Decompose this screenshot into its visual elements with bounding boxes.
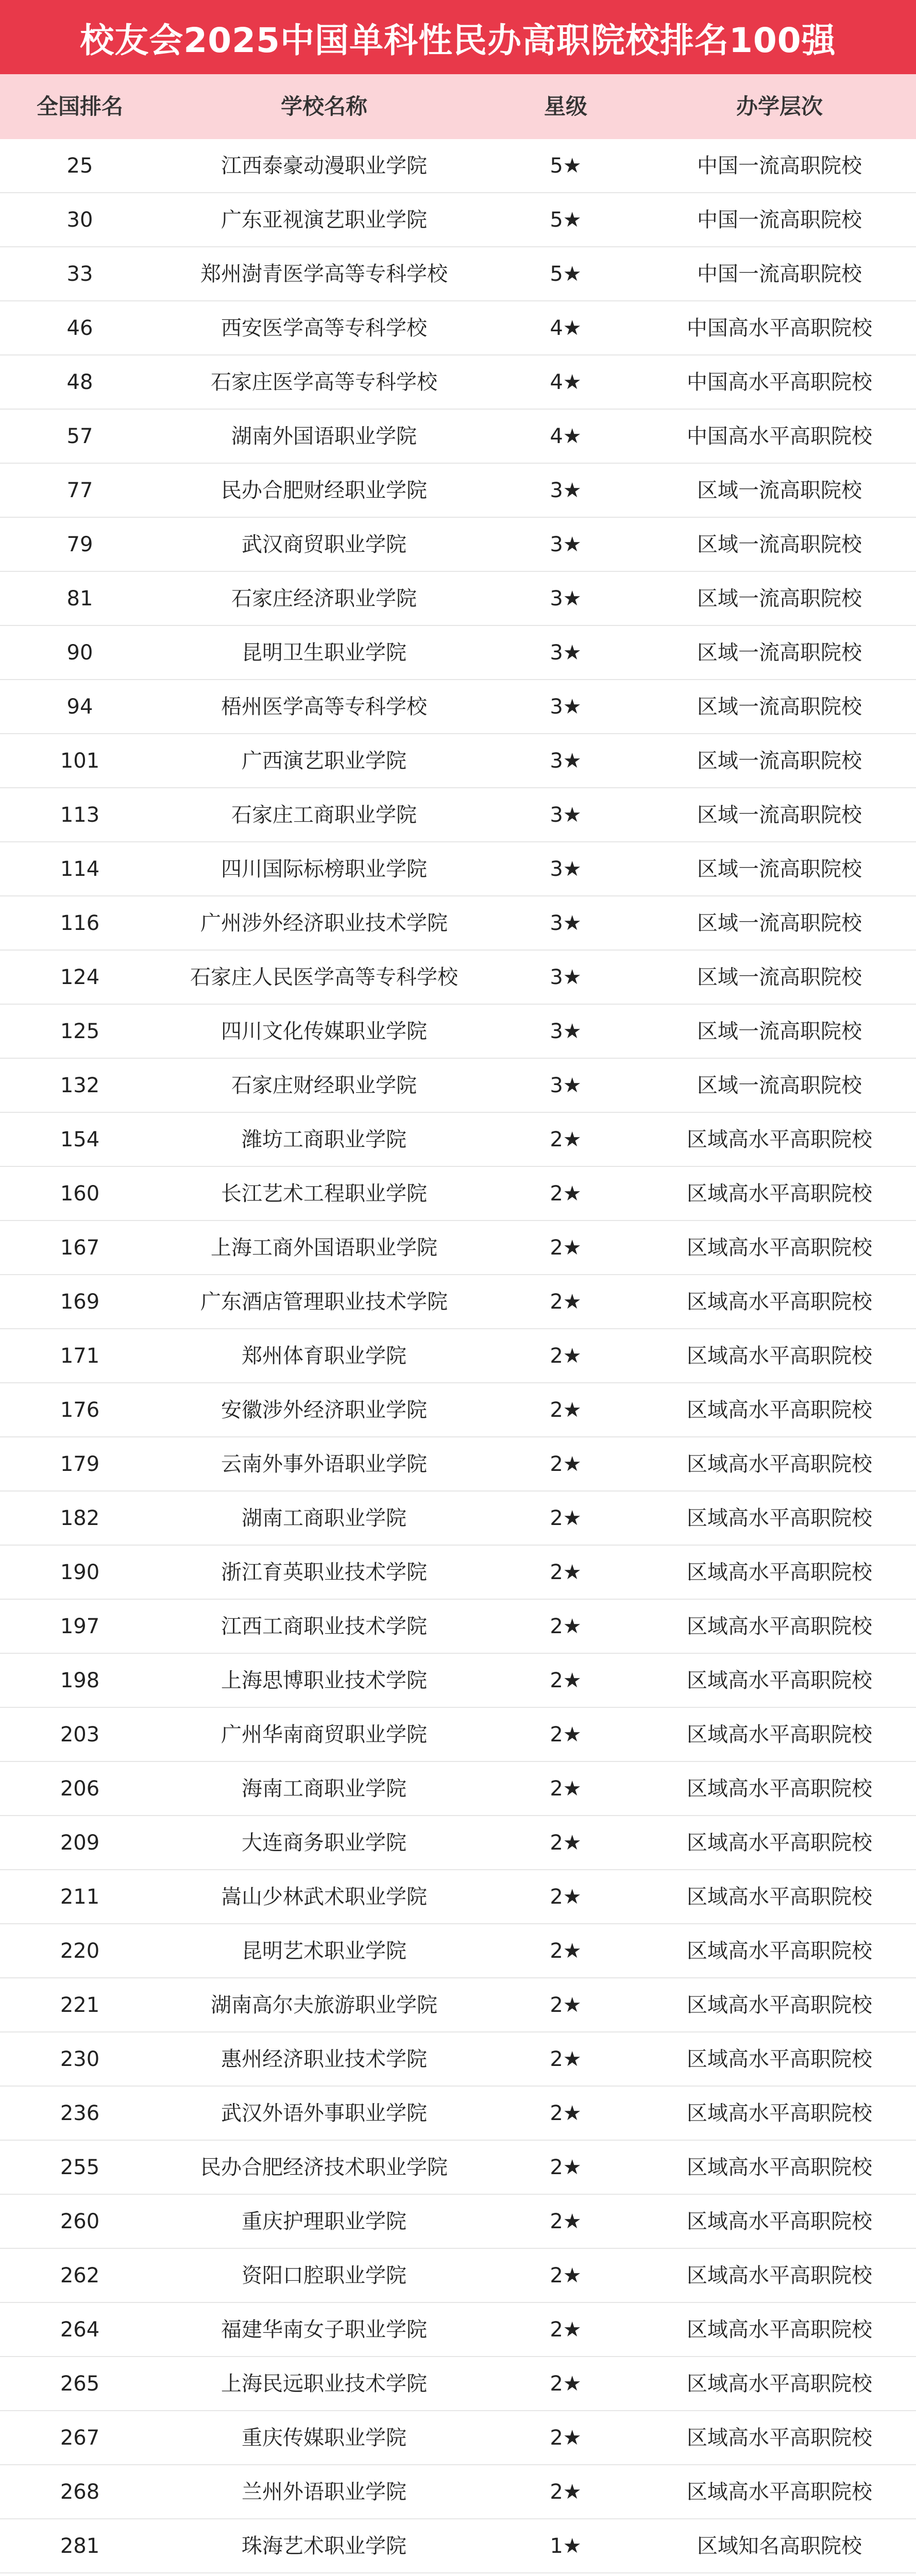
star-cell: 2★ xyxy=(550,1235,582,1260)
level-cell xyxy=(643,2573,916,2576)
school-name-cell: 惠州经济职业技术学院 xyxy=(221,2047,427,2071)
table-row xyxy=(0,1492,916,1546)
table-row xyxy=(0,464,916,518)
rank-cell: 48 xyxy=(66,370,93,394)
header-level: 办学层次 xyxy=(736,93,823,119)
table-header xyxy=(0,74,916,139)
rank-cell: 176 xyxy=(60,1398,100,1422)
star-cell: 3★ xyxy=(550,640,582,665)
table-row xyxy=(0,2519,916,2573)
table-row xyxy=(0,1383,916,1437)
school-name-cell: 潍坊工商职业学院 xyxy=(242,1127,406,1151)
school-name-cell: 四川国际标榜职业学院 xyxy=(221,857,427,881)
rank-cell: 236 xyxy=(60,2101,100,2125)
school-name-cell: 上海思博职业技术学院 xyxy=(221,1668,427,1692)
table-row xyxy=(0,2357,916,2411)
star-cell: 2★ xyxy=(550,1722,582,1747)
rank-cell: 197 xyxy=(60,1614,100,1638)
table-row xyxy=(0,1816,916,1870)
star-cell: 2★ xyxy=(550,2101,582,2125)
table-row xyxy=(0,2195,916,2249)
star-cell: 2★ xyxy=(550,2047,582,2071)
school-name-cell: 石家庄经济职业学院 xyxy=(231,586,417,611)
school-name-cell: 民办合肥经济技术职业学院 xyxy=(200,2155,448,2179)
table-row xyxy=(0,1113,916,1167)
star-cell: 2★ xyxy=(550,1181,582,1206)
level-cell: 区域一流高职院校 xyxy=(697,532,862,556)
level-cell: 区域高水平高职院校 xyxy=(687,2263,872,2287)
rank-cell: 179 xyxy=(60,1452,100,1476)
rank-cell: 171 xyxy=(60,1344,100,1368)
level-cell: 区域一流高职院校 xyxy=(697,640,862,665)
star-cell: 5★ xyxy=(550,154,582,178)
level-cell: 区域高水平高职院校 xyxy=(687,1127,872,1151)
table-row xyxy=(0,2141,916,2195)
star-cell: 2★ xyxy=(550,1560,582,1584)
rank-cell: 203 xyxy=(60,1722,100,1747)
header-star: 星级 xyxy=(544,93,587,119)
rank-cell: 260 xyxy=(60,2209,100,2233)
table-row xyxy=(0,896,916,951)
table-row xyxy=(0,410,916,464)
rank-cell: 265 xyxy=(60,2371,100,2396)
table-row xyxy=(0,1924,916,1978)
level-cell: 区域高水平高职院校 xyxy=(687,1181,872,1206)
rank-cell: 77 xyxy=(66,478,93,502)
level-cell: 中国一流高职院校 xyxy=(697,154,862,178)
level-cell: 中国一流高职院校 xyxy=(697,208,862,232)
school-name-cell: 广西演艺职业学院 xyxy=(242,749,406,773)
table-row xyxy=(0,1437,916,1492)
level-cell: 区域高水平高职院校 xyxy=(687,1939,872,1963)
rank-cell: 81 xyxy=(66,586,93,611)
table-row xyxy=(0,1005,916,1059)
page-title: 校友会2025中国单科性民办高职院校排名100强 xyxy=(80,20,836,60)
rank-cell: 94 xyxy=(66,694,93,719)
level-cell: 区域一流高职院校 xyxy=(697,857,862,881)
star-cell: 2★ xyxy=(550,2426,582,2450)
table-row xyxy=(0,842,916,896)
table-row xyxy=(0,1275,916,1329)
table-row xyxy=(0,2249,916,2303)
table-row xyxy=(0,572,916,626)
level-cell: 区域高水平高职院校 xyxy=(687,1831,872,1855)
rank-cell: 101 xyxy=(60,749,100,773)
school-name-cell: 湖南外国语职业学院 xyxy=(231,424,417,448)
level-cell: 区域一流高职院校 xyxy=(697,478,862,502)
rank-cell: 209 xyxy=(60,1831,100,1855)
rank-cell: 125 xyxy=(60,1019,100,1043)
rank-cell: 169 xyxy=(60,1290,100,1314)
star-cell: 2★ xyxy=(550,1776,582,1801)
school-name-cell: 重庆护理职业学院 xyxy=(242,2209,406,2233)
star-cell: 2★ xyxy=(550,2155,582,2179)
rank-cell: 154 xyxy=(60,1127,100,1151)
table-row xyxy=(0,1870,916,1924)
table-row xyxy=(0,951,916,1005)
level-cell: 区域高水平高职院校 xyxy=(687,1614,872,1638)
star-cell: 2★ xyxy=(550,1939,582,1963)
table-row xyxy=(0,1600,916,1654)
rank-cell: 46 xyxy=(66,316,93,340)
level-cell: 区域高水平高职院校 xyxy=(687,2371,872,2396)
rank-cell: 90 xyxy=(66,640,93,665)
school-name-cell: 珠海艺术职业学院 xyxy=(242,2534,406,2558)
star-cell: 2★ xyxy=(550,1290,582,1314)
table-row xyxy=(0,626,916,680)
school-name-cell xyxy=(160,2573,488,2576)
star-cell: 2★ xyxy=(550,1506,582,1530)
level-cell: 中国高水平高职院校 xyxy=(687,370,872,394)
table-row xyxy=(0,1059,916,1113)
level-cell: 区域一流高职院校 xyxy=(697,803,862,827)
level-cell: 区域高水平高职院校 xyxy=(687,2426,872,2450)
level-cell: 区域高水平高职院校 xyxy=(687,1722,872,1747)
school-name-cell: 云南外事外语职业学院 xyxy=(221,1452,427,1476)
star-cell: 2★ xyxy=(550,1993,582,2017)
table-row xyxy=(0,355,916,410)
level-cell: 区域一流高职院校 xyxy=(697,749,862,773)
school-name-cell: 上海民远职业技术学院 xyxy=(221,2371,427,2396)
star-cell: 2★ xyxy=(550,1831,582,1855)
level-cell: 区域高水平高职院校 xyxy=(687,2317,872,2342)
school-name-cell: 昆明艺术职业学院 xyxy=(242,1939,406,1963)
level-cell: 中国高水平高职院校 xyxy=(687,424,872,448)
star-cell: 3★ xyxy=(550,1073,582,1097)
school-name-cell: 郑州体育职业学院 xyxy=(242,1344,406,1368)
school-name-cell: 广东亚视演艺职业学院 xyxy=(221,208,427,232)
level-cell: 中国一流高职院校 xyxy=(697,262,862,286)
table-row xyxy=(0,301,916,355)
school-name-cell: 石家庄工商职业学院 xyxy=(231,803,417,827)
school-name-cell: 上海工商外国语职业学院 xyxy=(211,1235,437,1260)
rank-cell: 167 xyxy=(60,1235,100,1260)
star-cell: 2★ xyxy=(550,1885,582,1909)
rank-cell: 114 xyxy=(60,857,100,881)
level-cell: 区域高水平高职院校 xyxy=(687,1885,872,1909)
school-name-cell: 浙江育英职业技术学院 xyxy=(221,1560,427,1584)
star-cell: 3★ xyxy=(550,803,582,827)
rank-cell: 33 xyxy=(66,262,93,286)
star-cell: 4★ xyxy=(550,370,582,394)
rank-cell: 281 xyxy=(60,2534,100,2558)
star-cell: 2★ xyxy=(550,1614,582,1638)
table-row xyxy=(0,2573,916,2576)
school-name-cell: 江西工商职业技术学院 xyxy=(221,1614,427,1638)
school-name-cell: 广州涉外经济职业技术学院 xyxy=(200,911,448,935)
school-name-cell: 江西泰豪动漫职业学院 xyxy=(221,154,427,178)
star-cell: 4★ xyxy=(550,316,582,340)
school-name-cell: 大连商务职业学院 xyxy=(242,1831,406,1855)
school-name-cell: 武汉商贸职业学院 xyxy=(242,532,406,556)
level-cell: 区域高水平高职院校 xyxy=(687,1506,872,1530)
table-row xyxy=(0,734,916,788)
star-cell: 3★ xyxy=(550,749,582,773)
table-row xyxy=(0,2303,916,2357)
table-row xyxy=(0,1762,916,1816)
level-cell: 区域一流高职院校 xyxy=(697,1019,862,1043)
table-body xyxy=(0,139,916,2576)
school-name-cell: 西安医学高等专科学校 xyxy=(221,316,427,340)
rank-cell: 267 xyxy=(60,2426,100,2450)
school-name-cell: 湖南高尔夫旅游职业学院 xyxy=(211,1993,437,2017)
school-name-cell: 长江艺术工程职业学院 xyxy=(221,1181,427,1206)
rank-cell: 30 xyxy=(66,208,93,232)
level-cell: 区域一流高职院校 xyxy=(697,1073,862,1097)
rank-cell: 264 xyxy=(60,2317,100,2342)
star-cell: 3★ xyxy=(550,694,582,719)
level-cell: 区域知名高职院校 xyxy=(697,2534,862,2558)
rank-cell: 116 xyxy=(60,911,100,935)
rank-cell: 57 xyxy=(66,424,93,448)
school-name-cell: 民办合肥财经职业学院 xyxy=(221,478,427,502)
level-cell: 区域一流高职院校 xyxy=(697,694,862,719)
table-row xyxy=(0,247,916,301)
star-cell: 3★ xyxy=(550,478,582,502)
rank-cell xyxy=(0,2573,160,2576)
table-row xyxy=(0,1546,916,1600)
level-cell: 中国高水平高职院校 xyxy=(687,316,872,340)
star-cell: 3★ xyxy=(550,965,582,989)
level-cell: 区域一流高职院校 xyxy=(697,586,862,611)
level-cell: 区域高水平高职院校 xyxy=(687,2209,872,2233)
rank-cell: 268 xyxy=(60,2480,100,2504)
star-cell: 3★ xyxy=(550,911,582,935)
header-rank: 全国排名 xyxy=(36,93,123,119)
table-row xyxy=(0,1654,916,1708)
star-cell: 2★ xyxy=(550,2209,582,2233)
level-cell: 区域高水平高职院校 xyxy=(687,1398,872,1422)
level-cell: 区域高水平高职院校 xyxy=(687,1235,872,1260)
rank-cell: 124 xyxy=(60,965,100,989)
table-row xyxy=(0,518,916,572)
school-name-cell: 石家庄医学高等专科学校 xyxy=(211,370,437,394)
level-cell: 区域高水平高职院校 xyxy=(687,2047,872,2071)
level-cell: 区域高水平高职院校 xyxy=(687,1993,872,2017)
level-cell: 区域高水平高职院校 xyxy=(687,2101,872,2125)
level-cell: 区域高水平高职院校 xyxy=(687,1776,872,1801)
school-name-cell: 嵩山少林武术职业学院 xyxy=(221,1885,427,1909)
star-cell: 2★ xyxy=(550,1452,582,1476)
star-cell: 2★ xyxy=(550,2371,582,2396)
level-cell: 区域高水平高职院校 xyxy=(687,2480,872,2504)
star-cell: 2★ xyxy=(550,1398,582,1422)
rank-cell: 262 xyxy=(60,2263,100,2287)
school-name-cell: 郑州澍青医学高等专科学校 xyxy=(200,262,448,286)
star-cell: 3★ xyxy=(550,857,582,881)
table-row xyxy=(0,2465,916,2519)
school-name-cell: 昆明卫生职业学院 xyxy=(242,640,406,665)
rank-cell: 220 xyxy=(60,1939,100,1963)
school-name-cell: 兰州外语职业学院 xyxy=(242,2480,406,2504)
rank-cell: 206 xyxy=(60,1776,100,1801)
table-row xyxy=(0,2032,916,2087)
title-bar xyxy=(0,0,916,74)
school-name-cell: 广东酒店管理职业技术学院 xyxy=(200,1290,448,1314)
table-row xyxy=(0,1708,916,1762)
star-cell: 3★ xyxy=(550,1019,582,1043)
star-cell: 2★ xyxy=(550,1127,582,1151)
star-cell: 5★ xyxy=(550,208,582,232)
table-row xyxy=(0,1167,916,1221)
header-name: 学校名称 xyxy=(280,93,367,119)
rank-cell: 160 xyxy=(60,1181,100,1206)
school-name-cell: 福建华南女子职业学院 xyxy=(221,2317,427,2342)
star-cell: 5★ xyxy=(550,262,582,286)
school-name-cell: 资阳口腔职业学院 xyxy=(242,2263,406,2287)
star-cell: 3★ xyxy=(550,532,582,556)
rank-cell: 182 xyxy=(60,1506,100,1530)
rank-cell: 221 xyxy=(60,1993,100,2017)
star-cell: 1★ xyxy=(550,2534,582,2558)
level-cell: 区域高水平高职院校 xyxy=(687,2155,872,2179)
star-cell: 2★ xyxy=(550,1344,582,1368)
rank-cell: 79 xyxy=(66,532,93,556)
school-name-cell: 湖南工商职业学院 xyxy=(242,1506,406,1530)
school-name-cell: 海南工商职业学院 xyxy=(242,1776,406,1801)
school-name-cell: 安徽涉外经济职业学院 xyxy=(221,1398,427,1422)
school-name-cell: 梧州医学高等专科学校 xyxy=(221,694,427,719)
rank-cell: 211 xyxy=(60,1885,100,1909)
rank-cell: 113 xyxy=(60,803,100,827)
table-row xyxy=(0,788,916,842)
table-row xyxy=(0,680,916,734)
table-row xyxy=(0,2087,916,2141)
rank-cell: 190 xyxy=(60,1560,100,1584)
school-name-cell: 重庆传媒职业学院 xyxy=(242,2426,406,2450)
rank-cell: 132 xyxy=(60,1073,100,1097)
star-cell: 2★ xyxy=(550,1668,582,1692)
level-cell: 区域高水平高职院校 xyxy=(687,1344,872,1368)
school-name-cell: 四川文化传媒职业学院 xyxy=(221,1019,427,1043)
star-cell: 2★ xyxy=(550,2480,582,2504)
rank-cell: 25 xyxy=(66,154,93,178)
level-cell: 区域高水平高职院校 xyxy=(687,1290,872,1314)
star-cell xyxy=(488,2573,643,2576)
school-name-cell: 石家庄人民医学高等专科学校 xyxy=(190,965,458,989)
rank-cell: 230 xyxy=(60,2047,100,2071)
level-cell: 区域高水平高职院校 xyxy=(687,1452,872,1476)
star-cell: 2★ xyxy=(550,2263,582,2287)
level-cell: 区域一流高职院校 xyxy=(697,965,862,989)
table-row xyxy=(0,2411,916,2465)
table-row xyxy=(0,1329,916,1383)
level-cell: 区域高水平高职院校 xyxy=(687,1668,872,1692)
table-row xyxy=(0,1978,916,2032)
star-cell: 2★ xyxy=(550,2317,582,2342)
school-name-cell: 武汉外语外事职业学院 xyxy=(221,2101,427,2125)
school-name-cell: 石家庄财经职业学院 xyxy=(231,1073,417,1097)
star-cell: 4★ xyxy=(550,424,582,448)
level-cell: 区域一流高职院校 xyxy=(697,911,862,935)
level-cell: 区域高水平高职院校 xyxy=(687,1560,872,1584)
rank-cell: 198 xyxy=(60,1668,100,1692)
table-row xyxy=(0,1221,916,1275)
school-name-cell: 广州华南商贸职业学院 xyxy=(221,1722,427,1747)
table-row xyxy=(0,139,916,193)
rank-cell: 255 xyxy=(60,2155,100,2179)
star-cell: 3★ xyxy=(550,586,582,611)
table-row xyxy=(0,193,916,247)
